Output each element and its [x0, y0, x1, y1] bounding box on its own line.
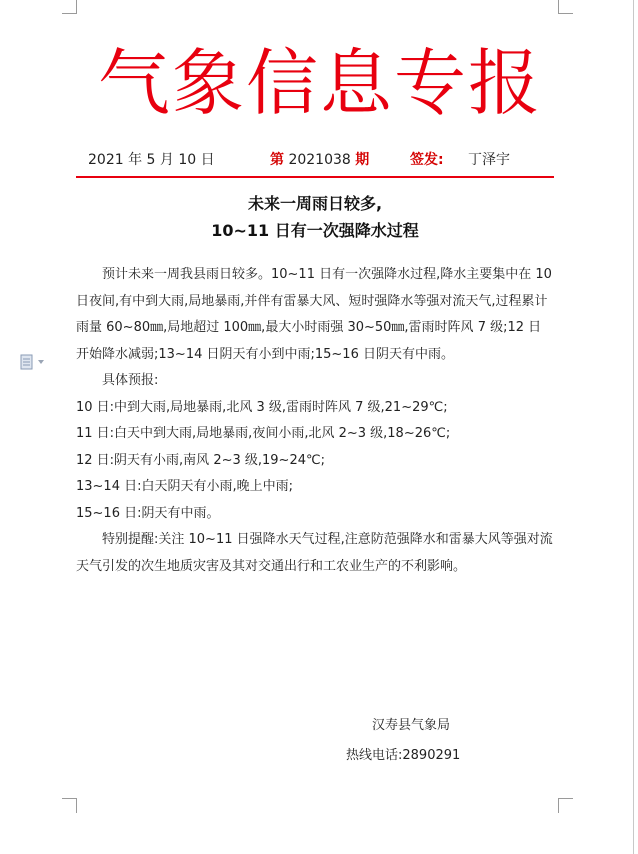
margin-mark-bottom-left [62, 798, 77, 813]
margin-mark-bottom-right [558, 798, 573, 813]
masthead-title: 气象信息专报 [97, 41, 542, 125]
bulletin-body [76, 262, 554, 580]
title-line-2: 10~11 日有一次强降水过程 [211, 221, 419, 240]
margin-mark-top-right [558, 0, 573, 14]
signer-name: 丁泽宇 [468, 152, 510, 168]
issue-number-group [270, 149, 369, 169]
reminder-paragraph: 特别提醒:关注 10~11 日强降水天气过程,注意防范强降水和雷暴大风等强对流天气引发的次生地质灾害及其对交通出行和工农业生产的不利影响。 [76, 532, 553, 574]
forecast-line: 15~16 日:阴天有中雨。 [76, 505, 220, 521]
issue-suffix: 期 [355, 152, 370, 168]
issue-number: 2021038 [284, 152, 356, 168]
hotline-number: 热线电话:2890291 [346, 748, 461, 763]
page-edge [633, 0, 634, 854]
margin-mark-top-left [62, 0, 77, 14]
issuing-organization: 汉寿县气象局 [372, 718, 451, 733]
header-divider [76, 176, 554, 178]
forecast-line: 11 日:白天中到大雨,局地暴雨,夜间小雨,北风 2~3 级,18~26℃; [76, 426, 451, 441]
forecast-line: 10 日:中到大雨,局地暴雨,北风 3 级,雷雨时阵风 7 级,21~29℃; [76, 399, 448, 415]
forecast-line: 12 日:阴天有小雨,南风 2~3 级,19~24℃; [76, 452, 325, 468]
issue-prefix: 第 [270, 152, 284, 168]
sign-label: 签发: [410, 152, 444, 168]
intro-paragraph: 预计未来一周我县雨日较多。10~11 日有一次强降水过程,降水主要集中在 10 日夜间,有中到大雨,局地暴雨,并伴有雷暴大风、短时强降水等强对流天气,过程累计雨量 60~80㎜,局地超过 100㎜,最大小时雨强 30~50㎜,雷雨时阵风 7 级;12 日开始降水减弱;13~14 日阴天有小到中雨;15~16 日阴天有中雨。 [76, 267, 552, 362]
paste-options-icon[interactable] [20, 354, 48, 370]
forecast-line: 13~14 日:白天阴天有小雨,晚上中雨; [76, 479, 294, 494]
title-line-1: 未来一周雨日较多, [247, 194, 383, 213]
forecast-heading: 具体预报: [102, 373, 159, 388]
bulletin-title [76, 190, 554, 244]
issue-date: 2021 年 5 月 10 日 [88, 152, 215, 168]
